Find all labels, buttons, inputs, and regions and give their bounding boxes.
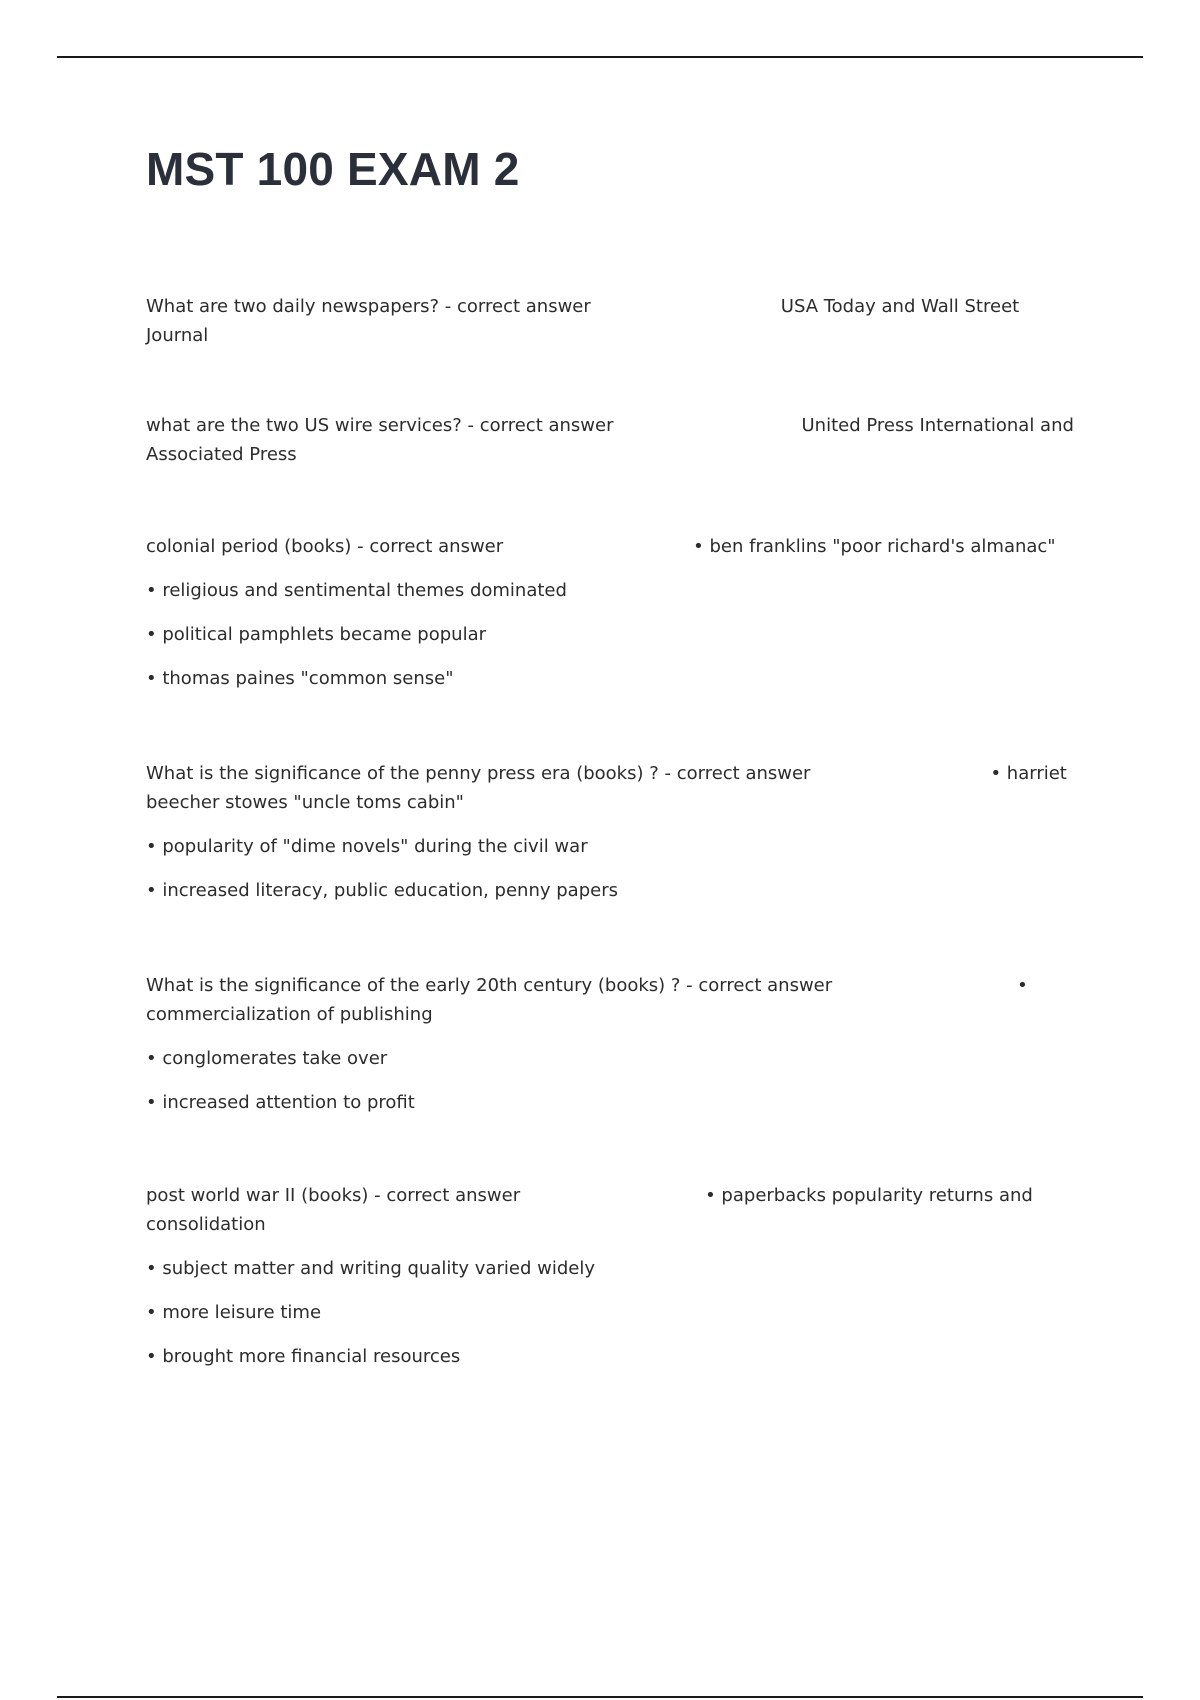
answer-bullet: • increased attention to profit [146,1092,415,1113]
card-question: post world war II (books) - correct answer [146,1185,521,1206]
card-answer-start: United Press International and [801,415,1074,436]
answer-bullet: • conglomerates take over [146,1048,388,1069]
flashcard-6 [146,1181,1076,1371]
answer-bullet: • more leisure time [146,1302,322,1323]
card-answer-start: • harriet [990,763,1067,784]
card-answer-start: • paperbacks popularity returns and [705,1185,1033,1206]
answer-bullet: • brought more financial resources [146,1346,461,1367]
answer-bullet: • popularity of "dime novels" during the civil war [146,836,588,857]
flashcard-3 [146,532,1076,693]
card-question-line [146,411,1076,440]
card-question: colonial period (books) - correct answer [146,536,504,557]
flashcard-4 [146,759,1076,905]
card-question-line [146,532,1076,561]
card-question-line [146,1181,1076,1210]
card-question: What is the significance of the early 20th century (books) ? - correct answer [146,975,833,996]
answer-bullet: • thomas paines "common sense" [146,668,454,689]
card-answer-start: • [1017,975,1028,996]
card-question-line [146,971,1076,1000]
flashcard-5 [146,971,1076,1117]
flashcard-1 [146,292,1076,350]
top-rule [57,56,1143,58]
card-answer-continued: beecher stowes "uncle toms cabin" [146,792,464,813]
answer-bullet: • political pamphlets became popular [146,624,487,645]
card-answer-continued: Associated Press [146,444,297,465]
card-question: what are the two US wire services? - correct answer [146,415,614,436]
page-title: MST 100 EXAM 2 [146,143,520,195]
card-answer-start: USA Today and Wall Street [780,296,1020,317]
card-answer-continued: consolidation [146,1214,266,1235]
answer-bullet: • increased literacy, public education, penny papers [146,880,618,901]
flashcard-2 [146,411,1076,469]
card-question-line [146,292,1076,321]
card-answer-continued: Journal [146,325,209,346]
card-question: What are two daily newspapers? - correct answer [146,296,591,317]
answer-bullet: • religious and sentimental themes dominated [146,580,567,601]
bottom-rule [57,1696,1143,1698]
card-question-line [146,759,1076,788]
answer-bullet: • subject matter and writing quality varied widely [146,1258,595,1279]
card-question: What is the significance of the penny press era (books) ? - correct answer [146,763,811,784]
card-answer-continued: commercialization of publishing [146,1004,433,1025]
card-answer-start: • ben franklins "poor richard's almanac" [693,536,1056,557]
